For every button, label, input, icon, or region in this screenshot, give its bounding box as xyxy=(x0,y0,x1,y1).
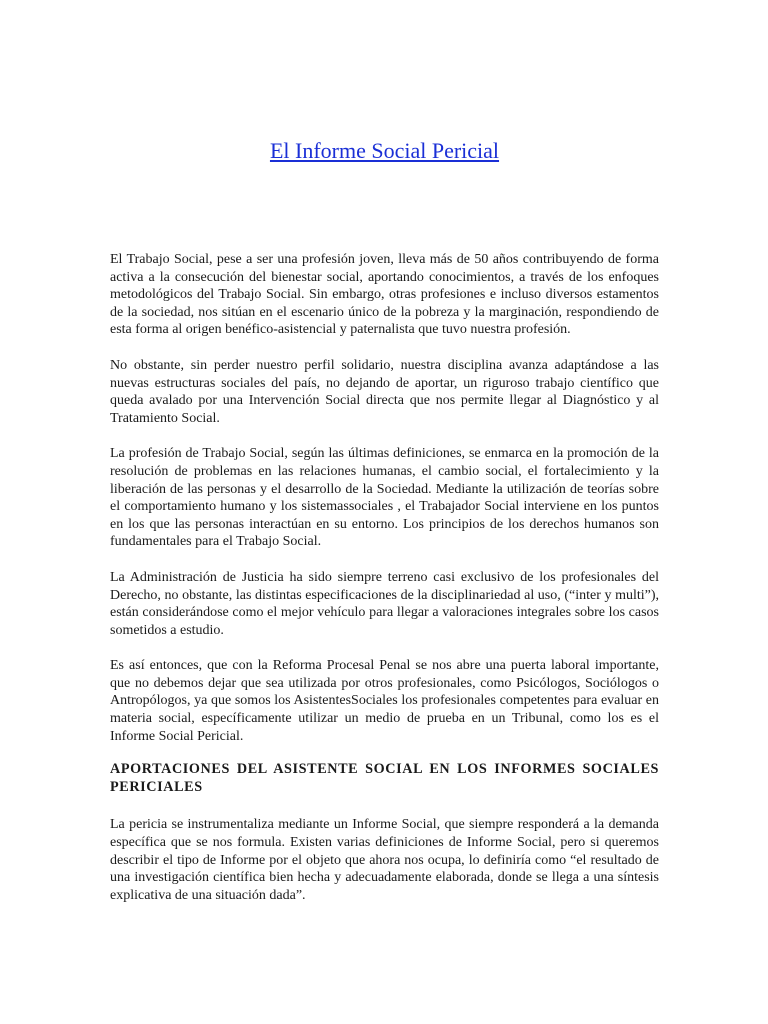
paragraph-justice-administration: La Administración de Justicia ha sido siempre terreno casi exclusivo de los profesionales del Derecho, no obstante, las distintas especificaciones de la disciplinariedad al uso, (“inter y multi”), están considerándose como el mejor vehículo para llegar a valoraciones integrales sobre los casos sometidos a estudio. xyxy=(110,569,659,638)
paragraph-pericia: La pericia se instrumentaliza mediante un Informe Social, que siempre responderá a la demanda específica que se nos formula. Existen varias definiciones de Informe Social, pero si queremos describir el tipo de Informe por el objeto que ahora nos ocupa, lo definiría como “el resultado de una investigación científica bien hecha y adecuadamente elaborada, donde se llega a una síntesis explicativa de una situación dada”. xyxy=(110,817,659,903)
section-heading: APORTACIONES DEL ASISTENTE SOCIAL EN LOS INFORMES SOCIALES PERICIALES xyxy=(110,761,659,795)
paragraph-profession-definition: La profesión de Trabajo Social, según las últimas definiciones, se enmarca en la promoción de la resolución de problemas en las relaciones humanas, el cambio social, el fortalecimiento y la liberación de las personas y el desarrollo de la Sociedad. Mediante la utilización de teorías sobre el comportamiento humano y los sistemassociales , el Trabajador Social interviene en los puntos en los que las personas interactúan en su entorno. Los principios de los derechos humanos son fundamentales para el Trabajo Social. xyxy=(110,446,659,550)
paragraph-penal-reform: Es así entonces, que con la Reforma Procesal Penal se nos abre una puerta laboral importante, que no debemos dejar que sea utilizada por otros profesionales, como Psicólogos, Sociólogos o Antropólogos, ya que somos los AsistentesSociales los profesionales competentes para evaluar en materia social, específicamente utilizar un medio de prueba en un Tribunal, como los es el Informe Social Pericial. xyxy=(110,658,659,744)
document-body xyxy=(110,251,659,904)
document-title-link[interactable]: El Informe Social Pericial xyxy=(269,138,500,163)
paragraph-intro: El Trabajo Social, pese a ser una profesión joven, lleva más de 50 años contribuyendo de forma activa a la consecución del bienestar social, aportando conocimientos, a través de los enfoques metodológicos del Trabajo Social. Sin embargo, otras profesiones e incluso diversos estamentos de la sociedad, nos sitúan en el escenario único de la pobreza y la marginación, respondiendo de esta forma al origen benéfico-asistencial y paternalista que tuvo nuestra profesión. xyxy=(110,252,659,338)
document-title xyxy=(110,136,659,166)
paragraph-discipline: No obstante, sin perder nuestro perfil solidario, nuestra disciplina avanza adaptándose a las nuevas estructuras sociales del país, no dejando de aportar, un riguroso trabajo científico que queda avalado por una Intervención Social directa que nos permite llegar al Diagnóstico y al Tratamiento Social. xyxy=(110,357,659,426)
document-page xyxy=(110,0,659,922)
